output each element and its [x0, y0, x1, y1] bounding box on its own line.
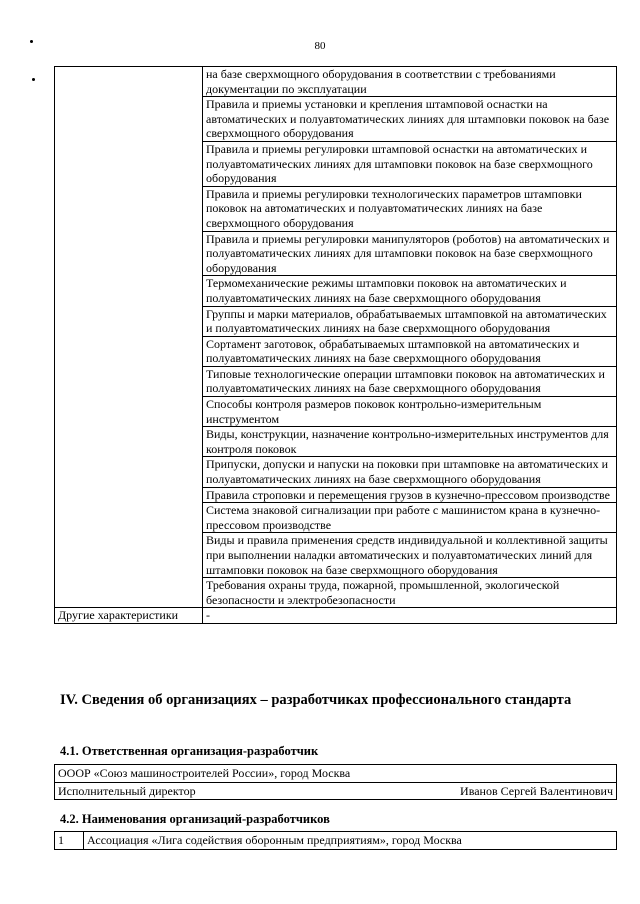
developer-org-name: Ассоциация «Лига содействия оборонным предприятиям», город Москва — [84, 832, 617, 850]
table-row — [55, 832, 617, 850]
knowledge-table — [54, 66, 617, 624]
table-cell: Припуски, допуски и напуски на поковки при штамповке на автоматических и полуавтоматических линиях на базе сверхмощного оборудования — [203, 457, 617, 487]
developer-org-number: 1 — [55, 832, 84, 850]
table-cell: Типовые технологические операции штамповки поковок на автоматических и полуавтоматических линиях на базе сверхмощного оборудования — [203, 366, 617, 396]
table-cell: Правила строповки и перемещения грузов в кузнечно-прессовом производстве — [203, 487, 617, 503]
table-row — [55, 765, 617, 783]
section-title: IV. Сведения об организациях – разработчиках профессионального стандарта — [60, 692, 572, 708]
developer-orgs-table — [54, 831, 617, 850]
table-cell: Виды и правила применения средств индивидуальной и коллективной защиты при выполнении наладки автоматических и полуавтоматических линий для штамповки поковок на базе сверхмощного оборудования — [203, 533, 617, 578]
responsible-position: Исполнительный директор — [58, 783, 196, 798]
table-cell: Система знаковой сигнализации при работе с машинистом крана в кузнечно-прессовом производстве — [203, 503, 617, 533]
other-characteristics-value: - — [203, 608, 617, 624]
table-cell: Способы контроля размеров поковок контрольно-измерительным инструментом — [203, 397, 617, 427]
table-cell: Правила и приемы регулировки штамповой оснастки на автоматических и полуавтоматических линиях для штамповки поковок на базе сверхмощного оборудования — [203, 141, 617, 186]
table-cell: Правила и приемы установки и крепления штамповой оснастки на автоматических и полуавтоматических линиях для штамповки поковок на базе сверхмощного оборудования — [203, 97, 617, 142]
table-cell: Сортамент заготовок, обрабатываемых штамповкой на автоматических и полуавтоматических линиях на базе сверхмощного оборудования — [203, 336, 617, 366]
responsible-person: Иванов Сергей Валентинович — [460, 783, 613, 798]
scan-dot-mark — [32, 78, 35, 81]
table-cell: Термомеханические режимы штамповки поковок на автоматических и полуавтоматических линиях на базе сверхмощного оборудования — [203, 276, 617, 306]
table-cell: Требования охраны труда, пожарной, промышленной, экологической безопасности и электробезопасности — [203, 578, 617, 608]
responsible-org-table — [54, 764, 617, 800]
table-left-cell — [55, 67, 203, 608]
table-row — [55, 608, 617, 624]
table-cell: Правила и приемы регулировки технологических параметров штамповки поковок на автоматических и полуавтоматических линиях на базе сверхмощного оборудования — [203, 186, 617, 231]
responsible-signature-cell — [55, 782, 617, 800]
developer-orgs-heading: 4.2. Наименования организаций-разработчиков — [60, 812, 330, 826]
responsible-org-name: ОООР «Союз машиностроителей России», город Москва — [55, 765, 617, 783]
table-cell: Группы и марки материалов, обрабатываемых штамповкой на автоматических и полуавтоматических линиях на базе сверхмощного оборудования — [203, 306, 617, 336]
table-cell: Виды, конструкции, назначение контрольно-измерительных инструментов для контроля поковок — [203, 427, 617, 457]
responsible-org-heading: 4.1. Ответственная организация-разработчик — [60, 744, 319, 758]
table-row — [55, 67, 617, 97]
table-cell: на базе сверхмощного оборудования в соответствии с требованиями документации по эксплуатации — [203, 67, 617, 97]
page-number: 80 — [314, 40, 326, 52]
table-cell: Правила и приемы регулировки манипуляторов (роботов) на автоматических и полуавтоматических линиях для штамповки поковок на базе сверхмощного оборудования — [203, 231, 617, 276]
other-characteristics-label: Другие характеристики — [55, 608, 203, 624]
table-row — [55, 782, 617, 800]
